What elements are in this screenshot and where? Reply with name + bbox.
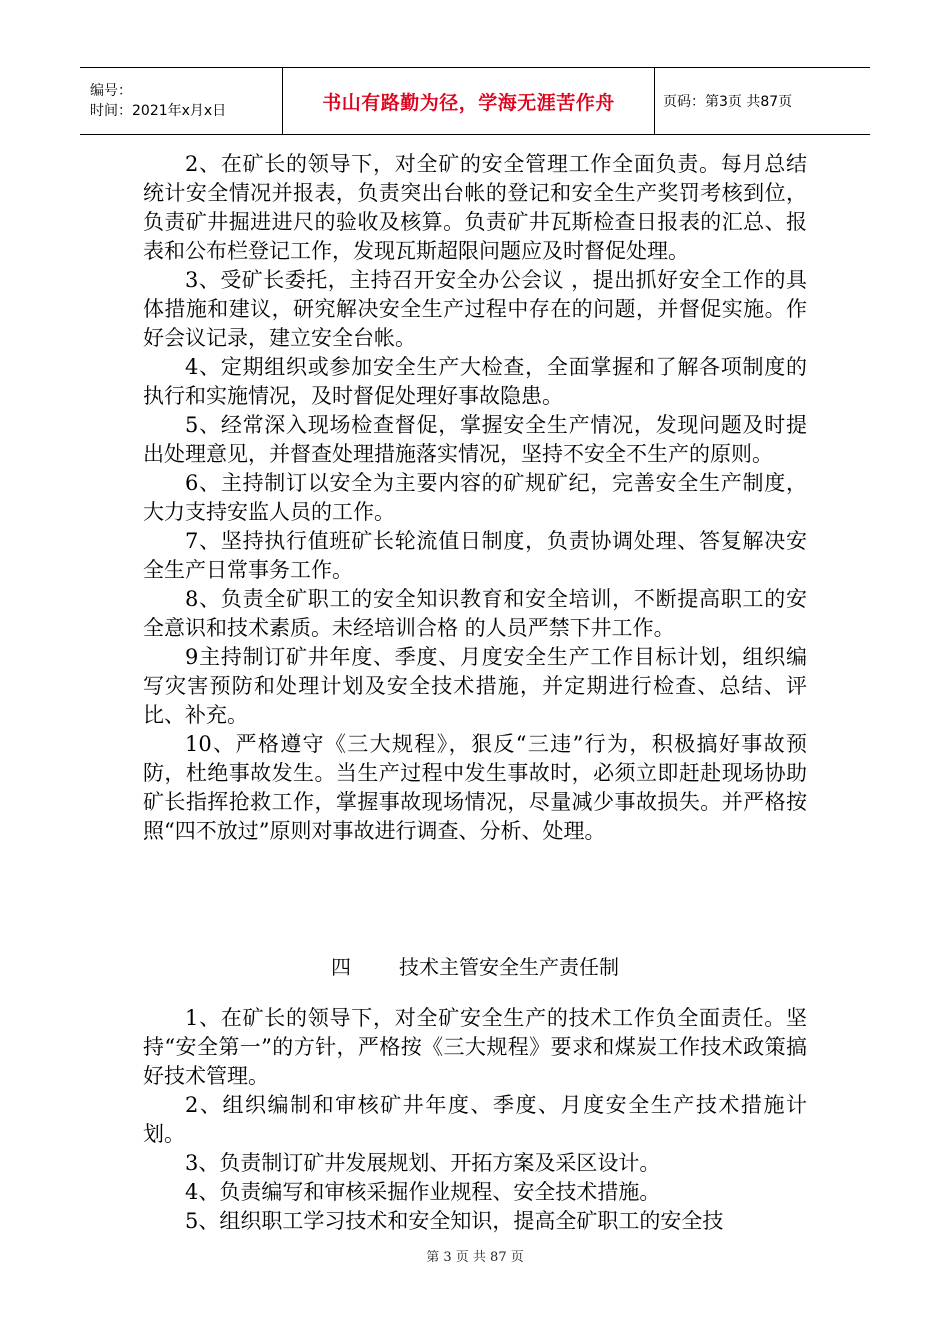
paragraph: 3、受矿长委托，主持召开安全办公会议 ，提出抓好安全工作的具体措施和建议，研究解决安全生产过程中存在的问题，并督促实施。作好会议记录，建立安全台帐。 [143, 268, 807, 350]
paragraph: 5、经常深入现场检查督促，掌握安全生产情况，发现问题及时提出处理意见，并督查处理措施落实情况，坚持不安全不生产的原则。 [143, 413, 807, 466]
paragraph: 10、严格遵守《三大规程》，狠反“三违”行为，积极搞好事故预防，杜绝事故发生。当生产过程中发生事故时，必须立即赶赴现场协助矿长指挥抢救工作，掌握事故现场情况，尽量减少事故损失。并严格按照“四不放过”原则对事故进行调查、分析、处理。 [143, 732, 807, 843]
paragraph: 3、负责制订矿井发展规划、开拓方案及采区设计。 [185, 1151, 661, 1175]
paragraph: 1、在矿长的领导下，对全矿安全生产的技术工作负全面责任。坚持“安全第一”的方针，严格按《三大规程》要求和煤炭工作技术政策搞好技术管理。 [143, 1006, 807, 1088]
paragraph: 5、组织职工学习技术和安全知识，提高全矿职工的安全技 [185, 1209, 724, 1233]
section-heading [143, 954, 807, 980]
responsibility-list-technical [143, 1004, 807, 1236]
header-meta [80, 68, 283, 134]
responsibility-list-top [143, 150, 807, 846]
paragraph: 2、在矿长的领导下，对全矿的安全管理工作全面负责。每月总结统计安全情况并报表，负责突出台帐的登记和安全生产奖罚考核到位，负责矿井掘进进尺的验收及核算。负责矿井瓦斯检查日报表的汇总、报表和公布栏登记工作，发现瓦斯超限问题应及时督促处理。 [143, 152, 807, 263]
paragraph: 6、主持制订以安全为主要内容的矿规矿纪，完善安全生产制度，大力支持安监人员的工作。 [143, 471, 807, 524]
document-time-label: 时间：2021年x月x日 [90, 103, 227, 119]
paragraph: 4、负责编写和审核采掘作业规程、安全技术措施。 [185, 1180, 661, 1204]
paragraph: 4、定期组织或参加安全生产大检查，全面掌握和了解各项制度的执行和实施情况，及时督促处理好事故隐患。 [143, 355, 807, 408]
document-number-label: 编号： [90, 83, 132, 99]
header-page-cell [655, 68, 870, 134]
section-number: 四 [331, 955, 351, 979]
page-footer: 第 3 页 共 87 页 [426, 1250, 524, 1265]
paragraph: 2、组织编制和审核矿井年度、季度、月度安全生产技术措施计划。 [143, 1093, 807, 1146]
header-motto-cell [283, 68, 655, 134]
header-table [80, 67, 870, 135]
header-motto: 书山有路勤为径，学海无涯苦作舟 [322, 91, 615, 114]
header-page-label: 页码：第3页 共87页 [663, 94, 793, 110]
section-title: 技术主管安全生产责任制 [399, 955, 619, 979]
paragraph: 8、负责全矿职工的安全知识教育和安全培训，不断提高职工的安全意识和技术素质。未经培训合格 的人员严禁下井工作。 [143, 587, 807, 640]
paragraph: 9主持制订矿井年度、季度、月度安全生产工作目标计划，组织编写灾害预防和处理计划及安全技术措施，并定期进行检查、总结、评比、补充。 [143, 645, 807, 727]
paragraph: 7、坚持执行值班矿长轮流值日制度，负责协调处理、答复解决安全生产日常事务工作。 [143, 529, 807, 582]
